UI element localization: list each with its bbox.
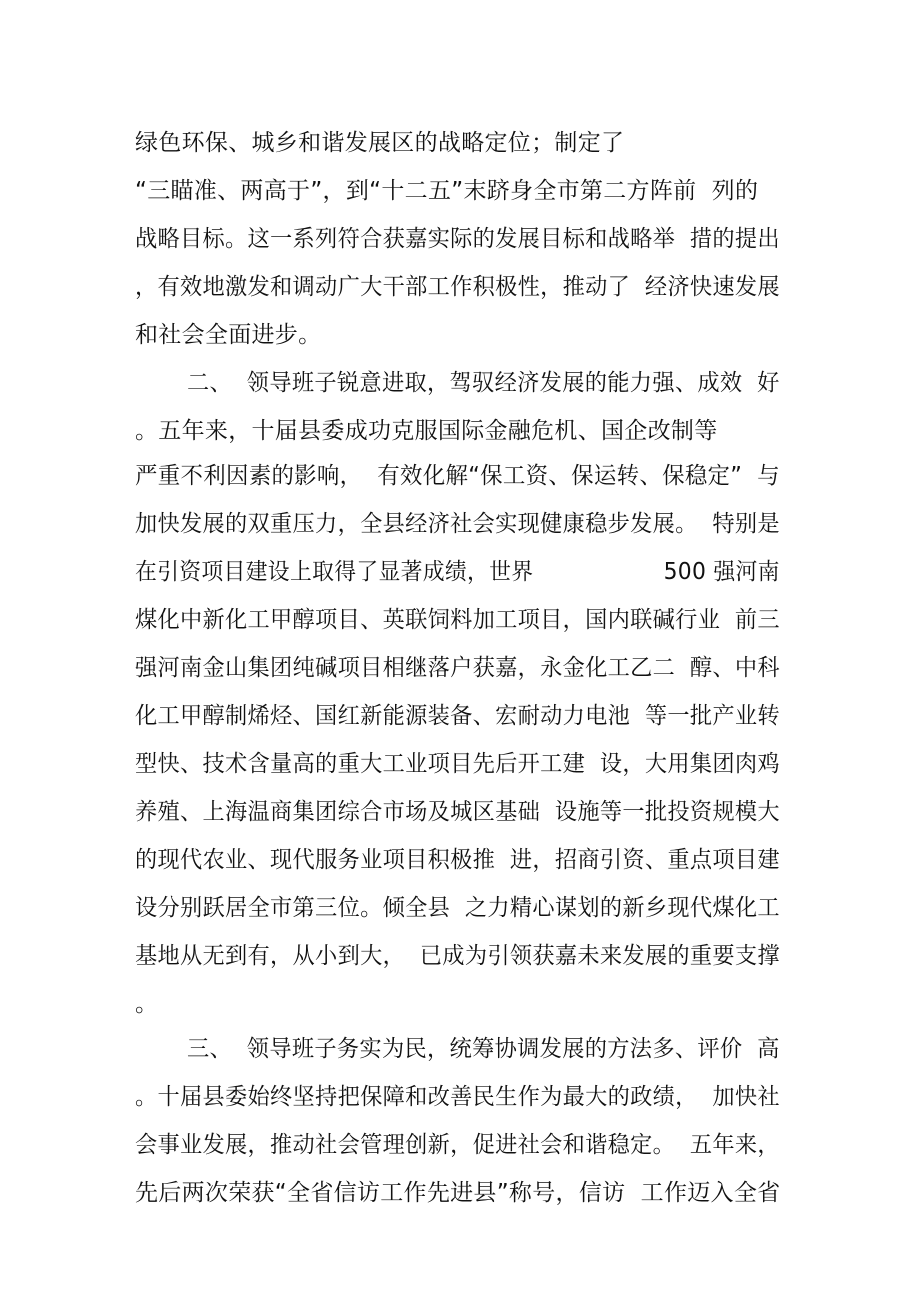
text-line: 煤化中新化工甲醇项目、英联饲料加工项目，国内联碱行业 前三 (135, 607, 780, 633)
text-line: 会事业发展，推动社会管理创新，促进社会和谐稳定。 五年来， (135, 1132, 780, 1158)
text-line: 绿色环保、城乡和谐发展区的战略定位；制定了 (135, 130, 625, 156)
text-line: ，有效地激发和调动广大干部工作积极性，推动了 经济快速发展 (135, 274, 780, 300)
text-line: 和社会全面进步。 (135, 322, 322, 348)
text-line: 严重不利因素的影响， 有效化解“保工资、保运转、保稳定” 与 (135, 463, 780, 489)
section-heading: 三、 领导班子务实为民，统筹协调发展的方法多、评价 高 (187, 1036, 780, 1062)
text-line: 。 (135, 991, 159, 1017)
text-line: 型快、技术含量高的重大工业项目先后开工建 设，大用集团肉鸡 (135, 751, 780, 777)
text-line: 基地从无到有，从小到大， 已成为引领获嘉未来发展的重要支撑 (135, 943, 780, 969)
text-line: 。五年来，十届县委成功克服国际金融危机、国企改制等 (135, 418, 718, 444)
text-line: 化工甲醇制烯烃、国红新能源装备、宏耐动力电池 等一批产业转 (135, 703, 780, 729)
text-line: 先后两次荣获“全省信访工作先进县”称号，信访 工作迈入全省 (135, 1180, 781, 1206)
text-line: 设分别跃居全市第三位。倾全县 之力精心谋划的新乡现代煤化工 (135, 895, 780, 921)
text-line: 战略目标。这一系列符合获嘉实际的发展目标和战略举 措的提出 (135, 226, 780, 252)
text-line: “三瞄准、两高于”，到“十二五”末跻身全市第二方阵前 列的 (135, 178, 759, 204)
section-heading: 二、 领导班子锐意进取，驾驭经济发展的能力强、成效 好 (187, 370, 780, 396)
text-line: 加快发展的双重压力，全县经济社会实现健康稳步发展。 特别是 (135, 511, 780, 537)
text-line: 养殖、上海温商集团综合市场及城区基础 设施等一批投资规模大 (135, 799, 780, 825)
text-line: 。十届县委始终坚持把保障和改善民生作为最大的政绩， 加快社 (135, 1084, 780, 1110)
text-line: 强河南金山集团纯碱项目相继落户获嘉，永金化工乙二 醇、中科 (135, 655, 780, 681)
text-line: 的现代农业、现代服务业项目积极推 进，招商引资、重点项目建 (135, 847, 780, 873)
text-line: 在引资项目建设上取得了显著成绩，世界 500 强河南 (135, 559, 780, 585)
